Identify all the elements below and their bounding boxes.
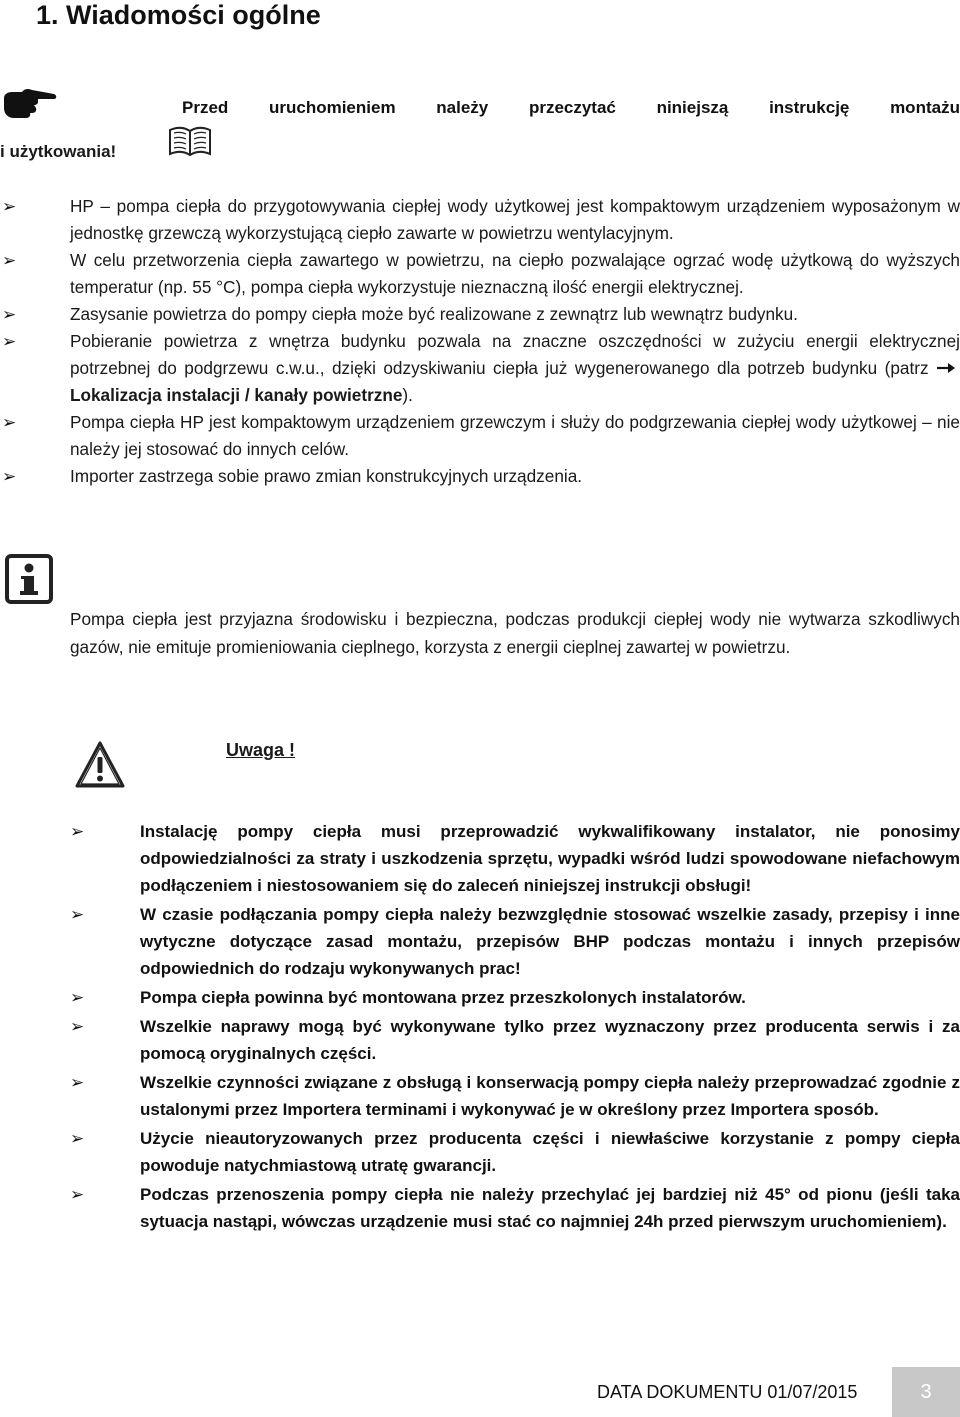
list-item	[0, 301, 960, 328]
intro-word: Przed	[182, 98, 229, 117]
info-icon	[4, 553, 54, 605]
general-info-list	[0, 193, 960, 490]
bullet-arrow-icon: ➢	[2, 467, 17, 486]
bullet-arrow-icon: ➢	[70, 905, 85, 924]
warning-item	[0, 818, 960, 899]
intro-word: przeczytać	[528, 98, 616, 117]
right-arrow-icon	[936, 355, 956, 382]
warning-item-text: Pompa ciepła powinna być montowana przez przeszkolonych instalatorów.	[140, 988, 746, 1007]
list-item-text: Pompa ciepła HP jest kompaktowym urządzeniem grzewczym i służy do podgrzewania ciepłej wody użytkowej – nie należy jej stosować do innych celów.	[70, 412, 960, 459]
bullet-arrow-icon: ➢	[70, 822, 85, 841]
open-book-icon	[167, 124, 213, 158]
section-reference-link[interactable]: Lokalizacja instalacji / kanały powietrzne	[70, 385, 403, 405]
list-item-text: HP – pompa ciepła do przygotowywania ciepłej wody użytkowej jest kompaktowym urządzeniem wyposażonym w jednostkę grzewczą wykorzystującą ciepło zawarte w powietrzu wentylacyjnym.	[70, 196, 960, 243]
list-item	[0, 328, 960, 409]
bullet-arrow-icon: ➢	[2, 197, 17, 216]
document-date: DATA DOKUMENTU 01/07/2015	[597, 1382, 858, 1402]
bullet-arrow-icon: ➢	[2, 413, 17, 432]
page-number: 3	[892, 1367, 960, 1417]
bullet-arrow-icon: ➢	[2, 305, 17, 324]
list-item	[0, 409, 960, 463]
bullet-arrow-icon: ➢	[70, 988, 85, 1007]
warning-item	[0, 984, 960, 1011]
intro-word: należy	[436, 98, 489, 117]
intro-word: instrukcję	[769, 98, 850, 117]
warning-list	[0, 818, 960, 1237]
intro-line-2: i użytkowania!	[0, 142, 117, 161]
bullet-arrow-icon: ➢	[70, 1017, 85, 1036]
warning-item-text: Wszelkie czynności związane z obsługą i konserwacją pompy ciepła należy przeprowadzać zgodnie z ustalonymi przez Importera terminami i wykonywać je w określony przez Importera sposób.	[140, 1073, 960, 1119]
warning-triangle-icon	[74, 740, 126, 790]
list-item	[0, 247, 960, 301]
list-item-text: ).	[402, 385, 413, 405]
bullet-arrow-icon: ➢	[70, 1073, 85, 1092]
warning-item-text: Użycie nieautoryzowanych przez producenta części i niewłaściwe korzystanie z pompy ciepła powoduje natychmiastową utratę gwarancji.	[140, 1129, 960, 1175]
intro-word: montażu	[890, 98, 960, 117]
environment-note: Pompa ciepła jest przyjazna środowisku i bezpieczna, podczas produkcji ciepłej wody nie wytwarza szkodliwych gazów, nie emituje promieniowania cieplnego, korzysta z energii cieplnej zawartej w powietrzu.	[70, 609, 960, 657]
page-title: 1. Wiadomości ogólne	[36, 0, 321, 30]
list-item-text: Zasysanie powietrza do pompy ciepła może być realizowane z zewnątrz lub wewnątrz budynku.	[70, 304, 798, 324]
intro-line	[182, 96, 960, 120]
pointing-hand-icon	[2, 86, 58, 122]
warning-item-text: Podczas przenoszenia pompy ciepła nie należy przechylać jej bardziej niż 45° od pionu (jeśli taka sytuacja nastąpi, wówczas urządzenie musi stać co najmniej 24h przed pierwszym uruchomieniem).	[140, 1185, 960, 1231]
list-item	[0, 193, 960, 247]
intro-word: uruchomieniem	[268, 98, 396, 117]
warning-item	[0, 1181, 960, 1235]
warning-item-text: Wszelkie naprawy mogą być wykonywane tylko przez wyznaczony przez producenta serwis i za pomocą oryginalnych części.	[140, 1017, 960, 1063]
list-item-text: Importer zastrzega sobie prawo zmian konstrukcyjnych urządzenia.	[70, 466, 583, 486]
warning-item	[0, 1013, 960, 1067]
bullet-arrow-icon: ➢	[70, 1129, 85, 1148]
warning-item-text: W czasie podłączania pompy ciepła należy bezwzględnie stosować wszelkie zasady, przepisy i inne wytyczne dotyczące zasad montażu, przepisów BHP podczas montażu i innych przepisów odpowiednich do rodzaju wykonywanych prac!	[140, 905, 960, 978]
bullet-arrow-icon: ➢	[2, 251, 17, 270]
warning-title: Uwaga !	[226, 740, 296, 760]
intro-word: niniejszą	[656, 98, 729, 117]
warning-item	[0, 1069, 960, 1123]
list-item	[0, 463, 960, 490]
list-item-text: Pobieranie powietrza z wnętrza budynku pozwala na znaczne oszczędności w zużyciu energii elektrycznej potrzebnej do podgrzewu c.w.u., dzięki odzyskiwaniu ciepła już wygenerowanego dla potrzeb budynku (patrz	[70, 331, 960, 378]
warning-item	[0, 1125, 960, 1179]
bullet-arrow-icon: ➢	[70, 1185, 85, 1204]
bullet-arrow-icon: ➢	[2, 332, 17, 351]
list-item-text: W celu przetworzenia ciepła zawartego w powietrzu, na ciepło pozwalające ogrzać wodę użytkową do wyższych temperatur (np. 55 °C), pompa ciepła wykorzystuje nieznaczną ilość energii elektrycznej.	[70, 250, 960, 297]
warning-item	[0, 901, 960, 982]
warning-item-text: Instalację pompy ciepła musi przeprowadzić wykwalifikowany instalator, nie ponosimy odpowiedzialności za straty i uszkodzenia sprzętu, wypadki wśród ludzi spowodowane niefachowym podłączeniem i niestosowaniem się do zaleceń niniejszej instrukcji obsługi!	[140, 822, 960, 895]
